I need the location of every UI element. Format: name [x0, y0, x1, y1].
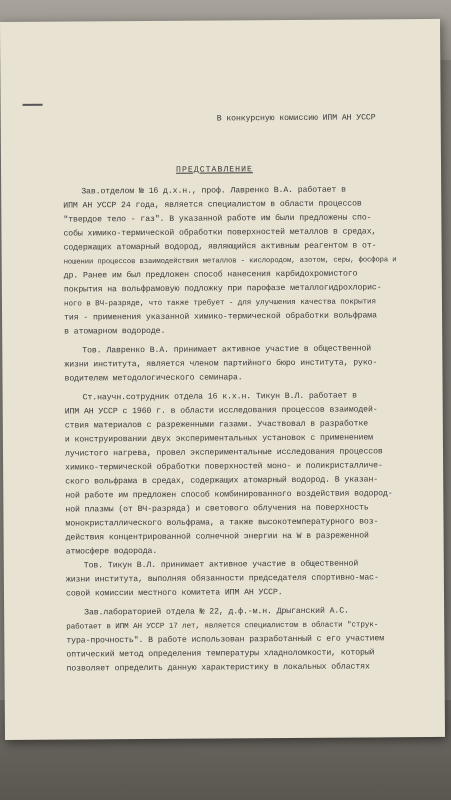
body-line: ИПМ АН УССР с 1960 г. в области исследования процессов взаимодей- — [64, 405, 378, 417]
document-page — [0, 19, 445, 740]
body-line: химико-термической обработки поверхностей моно- и поликристалличе- — [65, 461, 383, 473]
body-line: монокристаллического вольфрама, а также высокотемпературного воз- — [65, 517, 379, 529]
body-line: атмосфере водорода. — [65, 546, 158, 557]
body-line: в атомарном водороде. — [64, 326, 166, 337]
body-line: жизни института, выполняя обязанности председателя спортивно-мас- — [65, 573, 379, 585]
body-line: работает в ИПМ АН УССР 17 лет, является специалистом в области "струк- — [66, 621, 379, 632]
body-line: ношении процессов взаимодействия металлов - кислородом, азотом, серы, фосфора и — [63, 256, 397, 267]
body-line: "твердое тело - газ". В указанной работе им были предложены спо- — [63, 213, 372, 225]
body-line: и конструировании двух экспериментальных установок с применением — [64, 433, 374, 445]
body-line: жизни института, является членом партийного бюро института, руко- — [64, 358, 378, 370]
body-line: ного в ВЧ-разряде, что также требует - для улучшения качества покрытия — [63, 298, 376, 309]
body-line: тура-прочность". В работе использован разработанный с его участием — [66, 634, 385, 646]
body-line: Тов. Лавренко В.А. принимает активное участие в общественной — [82, 344, 372, 356]
document-title: ПРЕДСТАВЛЕНИЕ — [176, 165, 253, 175]
body-line: Зав.лабораторией отдела № 22, д.ф.-м.н. Дрыганский А.С. — [84, 606, 349, 618]
body-line: содержащих атомарный водород, являющийся активным реагентом в от- — [63, 241, 377, 253]
body-line: лучистого нагрева, провел экспериментальные исследования процессов — [64, 447, 383, 459]
body-line: Зав.отделом № 16 д.х.н., проф. Лавренко В.А. работает в — [81, 185, 346, 197]
body-line: водителем методологического семинара. — [64, 373, 243, 384]
body-line: позволяет определить данную характеристику в локальных областях — [66, 662, 370, 674]
margin-mark — [23, 104, 43, 106]
body-line: ского вольфрама в средах, содержащих атомарный водород. В указан- — [65, 475, 379, 487]
body-line: ИПМ АН УССР 24 года, является специалистом в области процессов — [63, 199, 362, 211]
body-line: оптический метод определения температуры хладноломкости, который — [66, 648, 375, 660]
document-header: В конкурсную комиссию ИПМ АН УССР — [216, 113, 376, 124]
body-line: действия концентрированной солнечной энергии на W в разреженной — [65, 531, 369, 543]
body-line: покрытия на вольфрамовую подложку при парофазе металлогидрохлорис- — [63, 283, 382, 295]
body-line: ной работе им предложен способ комбинированного воздействия водород- — [65, 489, 393, 501]
body-line: совой комиссии местного комитета ИПМ АН УССР. — [65, 588, 283, 599]
body-line: др. Ранее им был предложен способ нанесения карбидохромистого — [63, 269, 358, 281]
body-line: собы химико-термической обработки поверхностей металлов в средах, — [63, 227, 377, 239]
body-line: тия - применения указанной химико-термической обработки вольфрама — [64, 311, 377, 323]
body-line: ствия материалов с разреженными газами. Участвовал в разработке — [64, 419, 369, 431]
body-line: ной плазмы (от ВЧ-разряда) и светового облучения на поверхность — [65, 503, 369, 515]
body-line: Ст.научн.сотрудник отдела 16 к.х.н. Тикун В.Л. работает в — [82, 391, 358, 403]
body-line: Тов. Тикун В.Л. принимает активное участие в общественной — [83, 559, 359, 571]
